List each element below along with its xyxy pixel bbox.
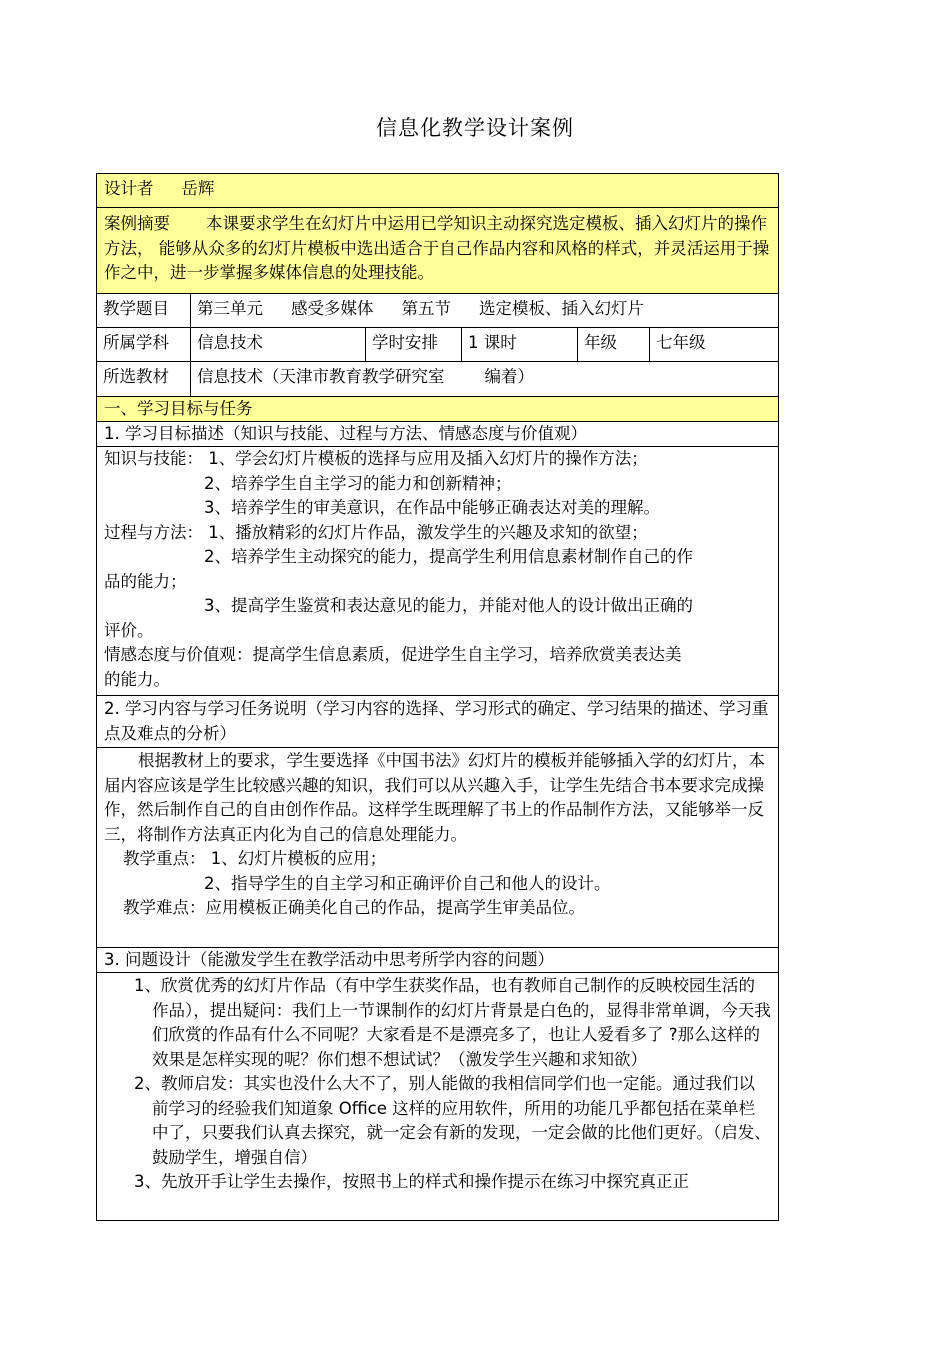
goal-process-3a: 3、提高学生鉴赏和表达意见的能力，并能对他人的设计做出正确的 [204, 596, 693, 615]
content-header: 2. 学习内容与学习任务说明（学习内容的选择、学习形式的确定、学习结果的描述、学习重点及难点的分析） [96, 695, 779, 747]
abstract-label: 案例摘要 [104, 214, 170, 233]
questions-block [96, 972, 779, 1221]
goal-emotion-1: 情感态度与价值观：提高学生信息素质，促进学生自主学习，培养欣赏美表达美 [104, 645, 682, 664]
key-point-2: 2、指导学生的自主学习和正确评价自己和他人的设计。 [204, 873, 611, 893]
textbook-row [96, 361, 779, 396]
question-item: 3、先放开手让学生去操作，按照书上的样式和操作提示在练习中探究真正正 [134, 1172, 689, 1191]
content-paragraph: 根据教材上的要求，学生要选择《中国书法》幻灯片的模板并能够插入学的幻灯片，本届内容应该是学生比较感兴趣的知识，我们可以从兴趣入手，让学生先结合书本要求完成操作，然后制作自己的自由创作作品。这样学生既理解了书上的作品制作方法，又能够举一反三，将制作方法真正内化为自己的信息处理能力。 [104, 751, 765, 844]
abstract-text: 本课要求学生在幻灯片中运用已学知识主动探究选定模板、插入幻灯片的操作方法， 能够从众多的幻灯片模板中选出适合于自己作品内容和风格的样式，并灵活运用于操作之中，进一步掌握多媒体信息的处理技能。 [104, 214, 770, 282]
topic-row [96, 293, 779, 327]
section-heading: 一、学习目标与任务 [96, 396, 779, 421]
goal-knowledge-1: 知识与技能： 1、学会幻灯片模板的选择与应用及插入幻灯片的操作方法； [104, 449, 648, 468]
textbook-value: 信息技术（天津市教育教学研究室 编着） [190, 362, 778, 396]
designer-label: 设计者 [104, 179, 154, 198]
goal-header: 1. 学习目标描述（知识与技能、过程与方法、情感态度与价值观） [96, 421, 779, 446]
designer-name: 岳辉 [181, 179, 215, 198]
grade-label: 年级 [577, 328, 649, 361]
textbook-label: 所选教材 [103, 367, 169, 386]
hours-value: 1 课时 [461, 328, 577, 361]
goal-process-1: 过程与方法： 1、播放精彩的幻灯片作品，激发学生的兴趣及求知的欲望； [104, 522, 648, 542]
design-table [96, 173, 779, 1221]
goal-knowledge-3: 3、培养学生的审美意识，在作品中能够正确表达对美的理解。 [204, 498, 660, 517]
subject-label: 所属学科 [103, 333, 169, 352]
question-item: 2、教师启发：其实也没什么大不了，别人能做的我相信同学们也一定能。通过我们以前学习的经验我们知道象 Office 这样的应用软件，所用的功能几乎都包括在菜单栏中了，只要我们认真去探究，就一定会有新的发现，一定会做的比他们更好。（启发、鼓励学生，增强自信） [134, 1074, 771, 1167]
goal-knowledge-2: 2、培养学生自主学习的能力和创新精神； [204, 473, 512, 493]
topic-value: 第三单元 感受多媒体 第五节 选定模板、插入幻灯片 [190, 294, 778, 327]
abstract-row [96, 207, 779, 293]
question-item: 1、欣赏优秀的幻灯片作品（有中学生获奖作品，也有教师自己制作的反映校园生活的作品），提出疑问：我们上一节课制作的幻灯片背景是白色的，显得非常单调，今天我们欣赏的作品有什么不同呢？大家看是不是漂亮多了，也让人爱看多了 ?那么这样的效果是怎样实现的呢？你们想不想试试？（激发学生兴趣和求知欲） [134, 976, 771, 1069]
designer-row [96, 173, 779, 207]
key-point-1: 教学重点： 1、幻灯片模板的应用； [123, 849, 387, 868]
question-header: 3. 问题设计（能激发学生在教学活动中思考所学内容的问题） [96, 947, 779, 972]
subject-value: 信息技术 [190, 328, 365, 361]
content-block [96, 747, 779, 947]
subject-row [96, 327, 779, 361]
goal-process-2a: 2、培养学生主动探究的能力，提高学生利用信息素材制作自己的作 [204, 547, 693, 566]
goals-block [96, 446, 779, 695]
topic-label: 教学题目 [103, 299, 169, 318]
goal-process-3b: 评价。 [104, 620, 154, 640]
goal-emotion-2: 的能力。 [104, 669, 170, 689]
page-title: 信息化教学设计案例 [376, 116, 574, 140]
grade-value: 七年级 [649, 328, 778, 361]
goal-process-2b: 品的能力； [104, 571, 187, 591]
hours-label: 学时安排 [365, 328, 461, 361]
difficulty-point: 教学难点：应用模板正确美化自己的作品，提高学生审美品位。 [123, 898, 585, 917]
